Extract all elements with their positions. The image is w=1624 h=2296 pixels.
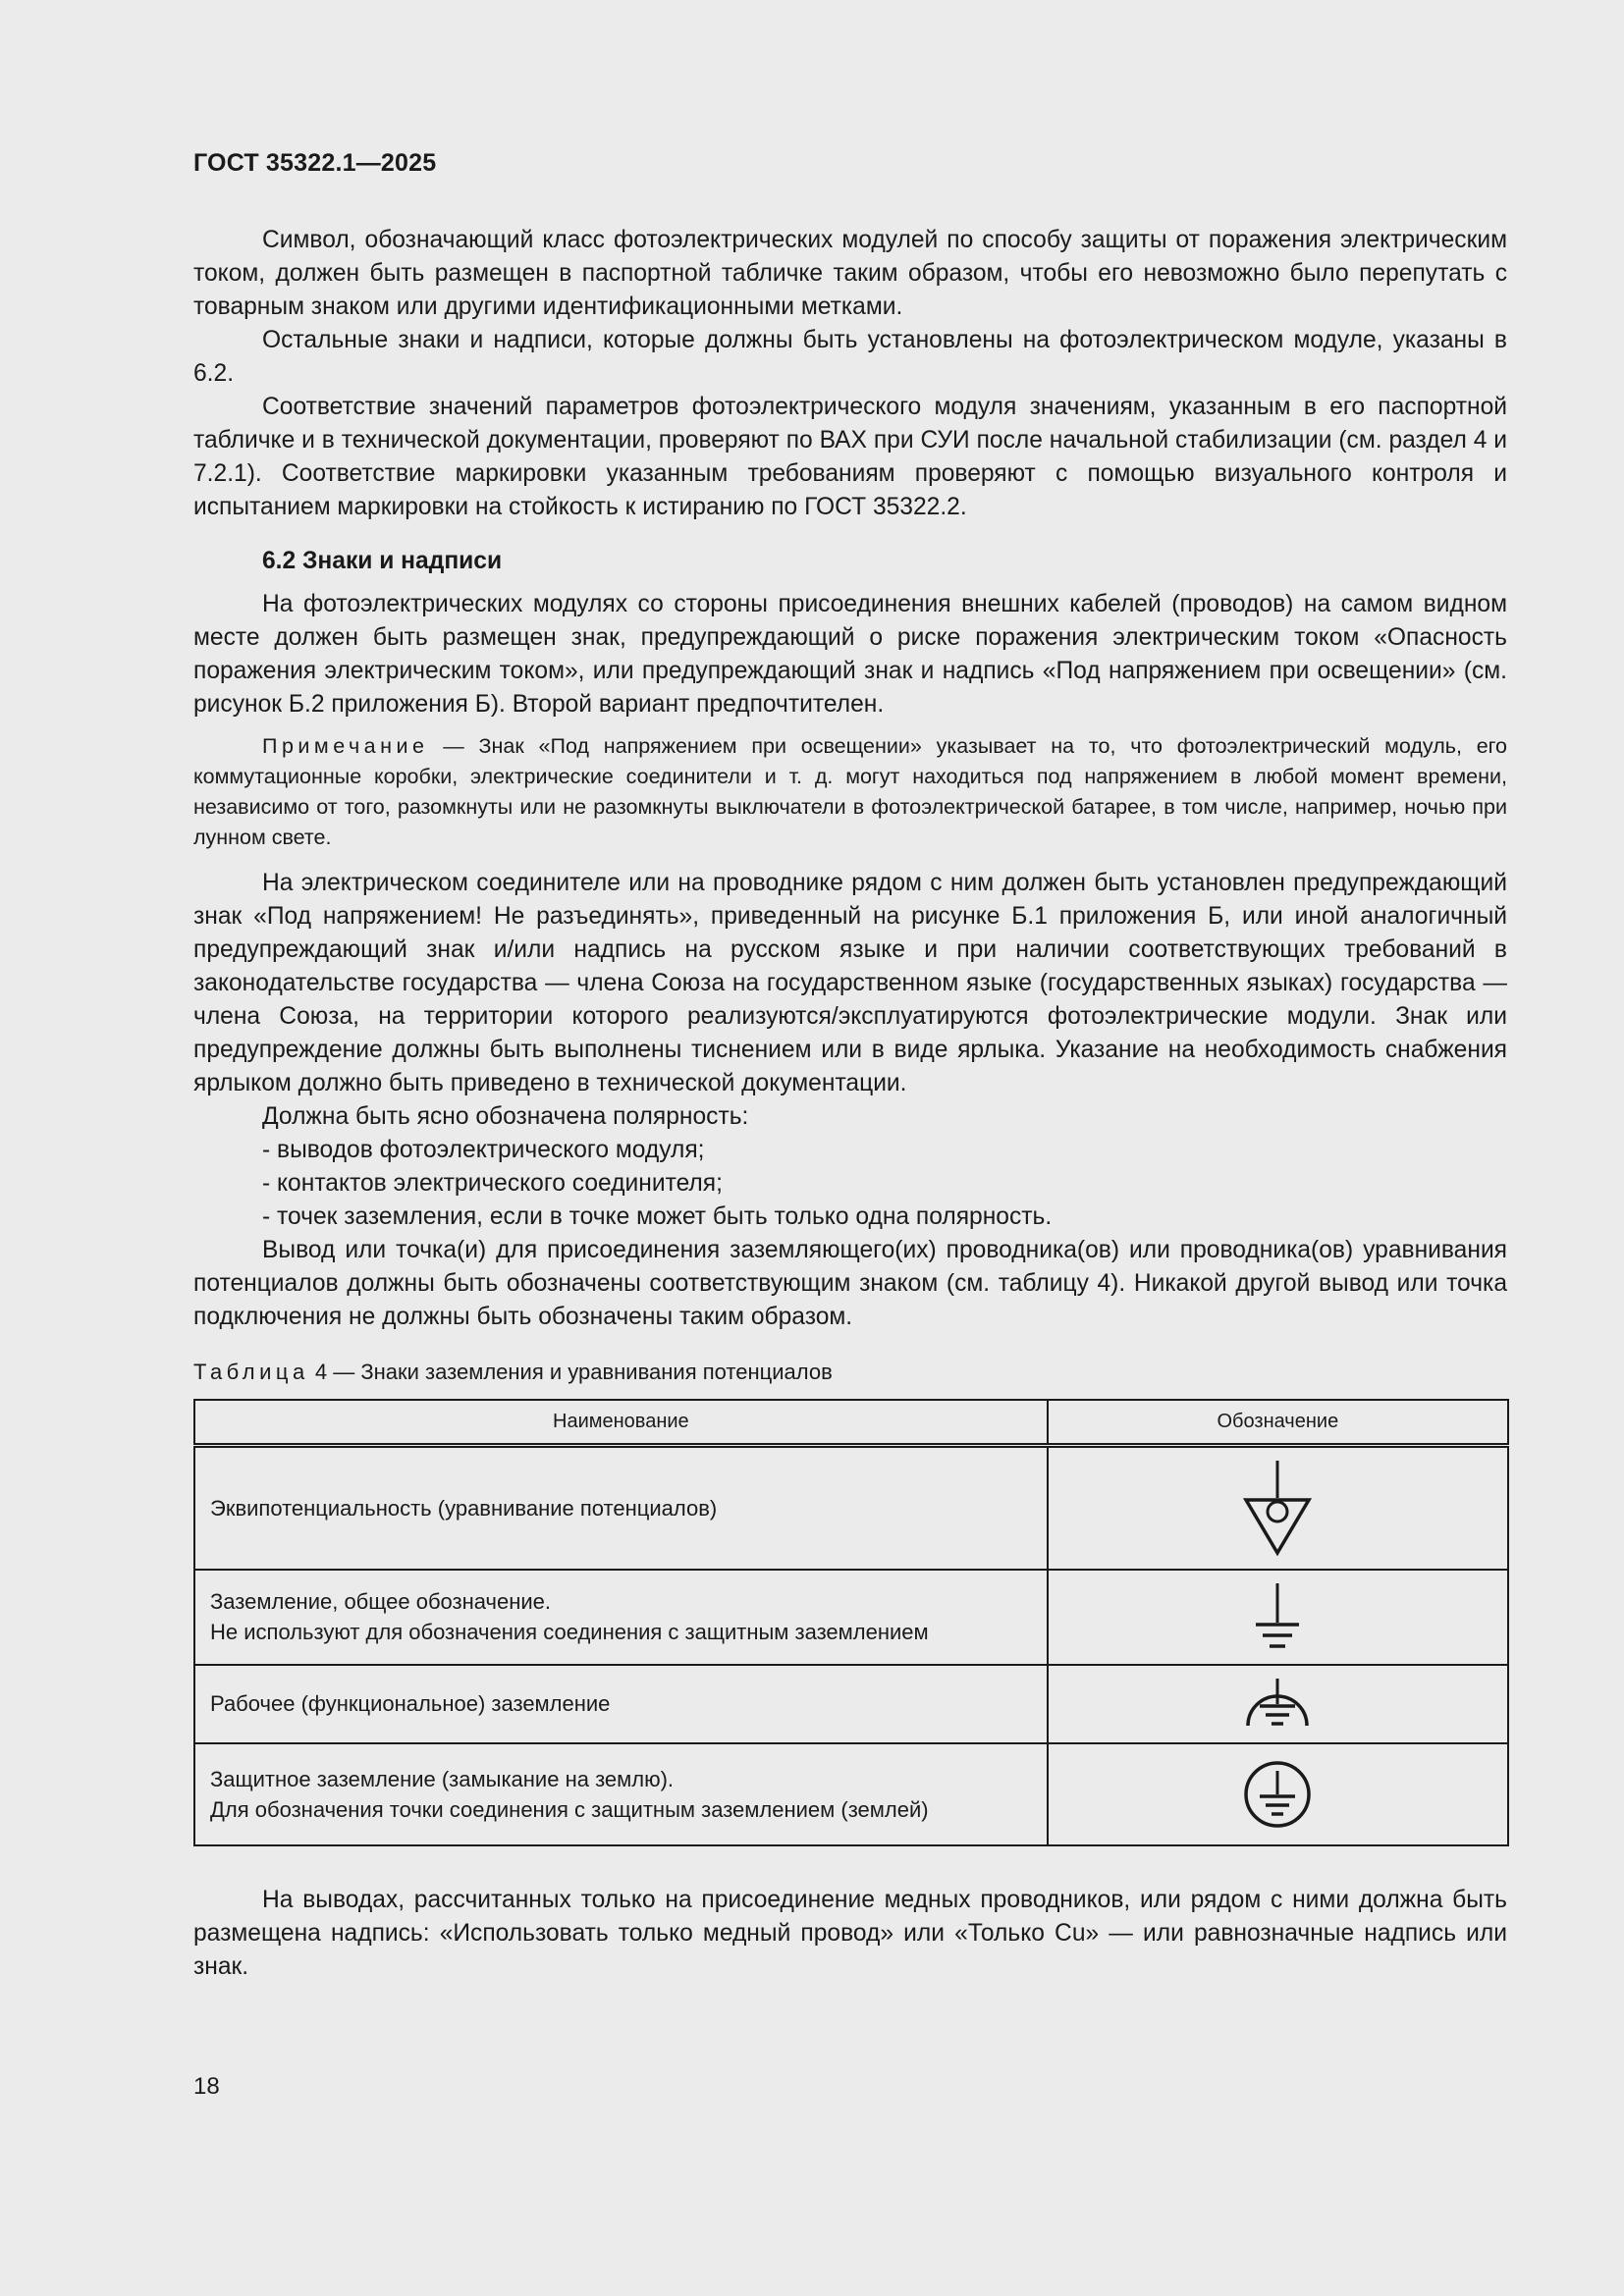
paragraph: Должна быть ясно обозначена полярность:	[262, 1103, 749, 1130]
row-name-line: Эквипотенциальность (уравнивание потенциалов)	[210, 1495, 718, 1521]
paragraph: Символ, обозначающий класс фотоэлектрических модулей по способу защиты от поражения электрическим током, должен быть размещен в паспортной табличке таким образом, чтобы его невозможно было перепутать с товарным знаком или другими идентификационными метками.	[193, 227, 1507, 320]
paragraph: На выводах, рассчитанных только на присоединение медных проводников, или рядом с ними должна быть размещена надпись: «Использовать только медный провод» или «Только Cu» — или равнозначные надпись или знак.	[193, 1886, 1507, 1980]
table-header-symbol: Обозначение	[1048, 1400, 1508, 1446]
table-row	[194, 1743, 1508, 1845]
row-name-line: Не используют для обозначения соединения с защитным заземлением	[210, 1620, 929, 1644]
table-row	[194, 1570, 1508, 1665]
table-caption-label: Таблица	[193, 1360, 309, 1384]
section-title: 6.2 Знаки и надписи	[262, 548, 503, 574]
note-label: Примечание	[262, 734, 429, 758]
equipotential-icon	[1243, 1459, 1312, 1557]
functional-earth-icon	[1243, 1677, 1312, 1732]
row-name-line: Рабочее (функциональное) заземление	[210, 1691, 611, 1716]
grounding-signs-table	[193, 1399, 1509, 1846]
table-cell-name	[194, 1446, 1048, 1570]
row-name-line: Для обозначения точки соединения с защитным заземлением (землей)	[210, 1796, 929, 1822]
table-cell-name	[194, 1665, 1048, 1743]
paragraph: На электрическом соединителе или на проводнике рядом с ним должен быть установлен предупреждающий знак «Под напряжением! Не разъединять», приведенный на рисунке Б.1 приложения Б, или иной аналогичный предупреждающий знак и/или надпись на русском языке и при наличии соответствующих требований в законодательстве государства — члена Союза на государственном языке (государственных языках) государства — члена Союза, на территории которого реализуются/эксплуатируются фотоэлектрические модули. Знак или предупреждение должны быть выполнены тиснением или в виде ярлыка. Указание на необходимость снабжения ярлыком должно быть приведено в технической документации.	[193, 870, 1507, 1096]
earth-ground-icon	[1248, 1581, 1307, 1652]
list-item: - контактов электрического соединителя;	[262, 1170, 723, 1197]
document-body	[193, 224, 1507, 1984]
table-cell-name	[194, 1743, 1048, 1845]
table-header-row	[194, 1400, 1508, 1446]
table-caption-text: 4 — Знаки заземления и уравнивания потенциалов	[308, 1360, 833, 1384]
row-name-line: Защитное заземление (замыкание на землю).	[210, 1766, 675, 1791]
table-header-name: Наименование	[194, 1400, 1048, 1446]
row-name-line: Заземление, общее обозначение.	[210, 1589, 552, 1614]
table-cell-symbol	[1048, 1665, 1508, 1743]
table-cell-name	[194, 1570, 1048, 1665]
paragraph: Вывод или точка(и) для присоединения заземляющего(их) проводника(ов) или проводника(ов) уравнивания потенциалов должны быть обозначены соответствующим знаком (см. таблицу 4). Никакой другой вывод или точка подключения не должны быть обозначены таким образом.	[193, 1237, 1507, 1330]
table-row	[194, 1665, 1508, 1743]
note-text: — Знак «Под напряжением при освещении» указывает на то, что фотоэлектрический модуль, его коммутационные коробки, электрические соединители и т. д. могут находиться под напряжением в любой момент времени, независимо от того, разомкнуты или не разомкнуты выключатели в фотоэлектрической батарее, в том числе, например, ночью при лунном свете.	[193, 734, 1507, 849]
protective-earth-icon	[1242, 1759, 1313, 1830]
list-item: - выводов фотоэлектрического модуля;	[262, 1137, 705, 1163]
document-header: ГОСТ 35322.1—2025	[193, 149, 437, 177]
table-caption	[193, 1356, 1507, 1389]
table-row	[194, 1446, 1508, 1570]
table-cell-symbol	[1048, 1446, 1508, 1570]
page-number: 18	[193, 2073, 220, 2100]
table-cell-symbol	[1048, 1570, 1508, 1665]
paragraph: Соответствие значений параметров фотоэлектрического модуля значениям, указанным в его паспортной табличке и в технической документации, проверяют по ВАХ при СУИ после начальной стабилизации (см. раздел 4 и 7.2.1). Соответствие маркировки указанным требованиям проверяют с помощью визуального контроля и испытанием маркировки на стойкость к истиранию по ГОСТ 35322.2.	[193, 394, 1507, 520]
paragraph: Остальные знаки и надписи, которые должны быть установлены на фотоэлектрическом модуле, указаны в 6.2.	[193, 327, 1507, 387]
paragraph: На фотоэлектрических модулях со стороны присоединения внешних кабелей (проводов) на самом видном месте должен быть размещен знак, предупреждающий о риске поражения электрическим током «Опасность поражения электрическим током», или предупреждающий знак и надпись «Под напряжением при освещении» (см. рисунок Б.2 приложения Б). Второй вариант предпочтителен.	[193, 591, 1507, 718]
list-item: - точек заземления, если в точке может быть только одна полярность.	[262, 1203, 1053, 1230]
table-cell-symbol	[1048, 1743, 1508, 1845]
note	[193, 731, 1507, 853]
